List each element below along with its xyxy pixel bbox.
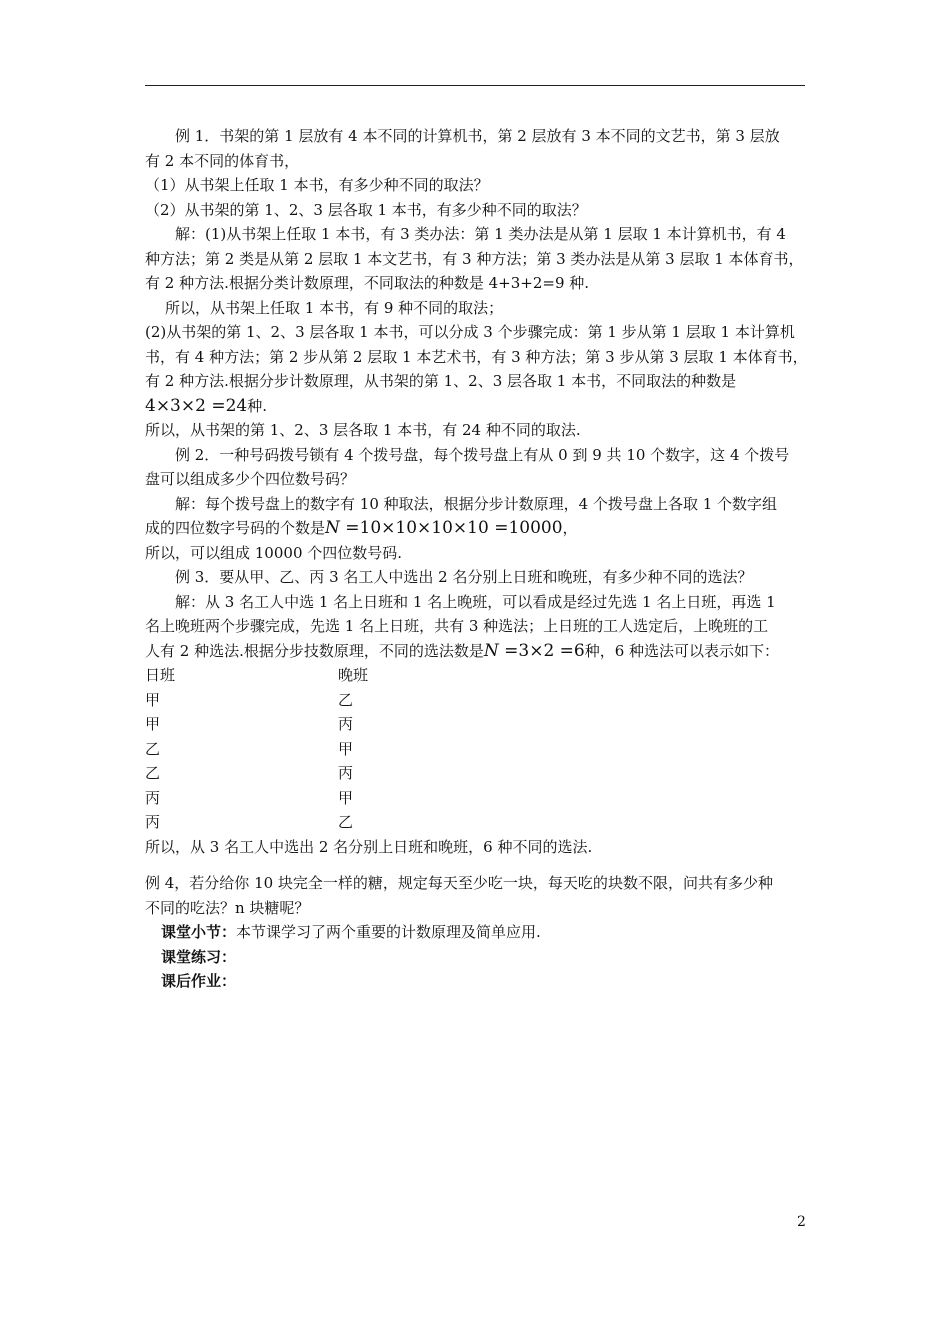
table-cell: 丙 xyxy=(338,764,354,782)
document-body xyxy=(145,124,810,994)
table-cell: 甲 xyxy=(338,739,354,758)
example3-heading: 例 3．要从甲、乙、丙 3 名工人中选出 2 名分别上日班和晚班，有多少种不同的选法？ xyxy=(175,568,753,586)
example3-conclusion: 所以，从 3 名工人中选出 2 名分别上日班和晚班，6 种不同的选法. xyxy=(145,837,593,856)
example3-formula: =3×2 =6 xyxy=(498,640,585,661)
homework-label: 课后作业： xyxy=(161,972,237,990)
table-cell: 乙 xyxy=(338,813,354,831)
example2-formula-var: N xyxy=(325,518,340,538)
example3-formula-suffix: 种，6 种选法可以表示如下： xyxy=(584,641,780,660)
example1-solution2-conclusion: 所以，从书架的第 1、2、3 层各取 1 本书，有 24 种不同的取法. xyxy=(145,421,581,439)
example1-solution1-line2: 种方法；第 2 类是从第 2 层取 1 本文艺书，有 3 种方法；第 3 类办法是从第 3 层取 1 本体育书， xyxy=(145,249,804,268)
example1-formula-suffix: 种. xyxy=(247,396,267,415)
table-cell: 甲 xyxy=(145,690,161,709)
class-practice-label: 课堂练习： xyxy=(161,947,237,966)
example1-formula: 4×3×2 =24 xyxy=(145,395,248,416)
example1-solution2-formula-line xyxy=(145,394,810,419)
example4-line1: 例 4，若分给你 10 块完全一样的糖，规定每天至少吃一块，每天吃的块数不限，问共有多少种 xyxy=(145,874,773,892)
example2-conclusion: 所以，可以组成 10000 个四位数号码. xyxy=(145,543,403,562)
example2-solution-line2 xyxy=(145,516,810,541)
table-cell: 丙 xyxy=(338,715,354,733)
table-cell: 甲 xyxy=(145,715,161,733)
table-cell: 丙 xyxy=(145,813,161,831)
example1-heading-line2: 有 2 本不同的体育书， xyxy=(145,151,300,170)
example1-solution1-line1: 解：(1)从书架上任取 1 本书，有 3 类办法：第 1 类办法是从第 1 层取 1 本计算机书，有 4 xyxy=(175,225,786,243)
example4-line2: 不同的吃法？n 块糖呢？ xyxy=(145,898,310,917)
example1-question2: （2）从书架的第 1、2、3 层各取 1 本书，有多少种不同的取法？ xyxy=(145,200,587,219)
table-cell: 丙 xyxy=(145,788,161,807)
shift-schedule-table xyxy=(145,663,810,835)
table-header-night: 晚班 xyxy=(338,666,369,684)
example3-solution-line3 xyxy=(145,639,810,664)
header-rule xyxy=(145,85,805,86)
example1-question1: （1）从书架上任取 1 本书，有多少种不同的取法？ xyxy=(145,176,489,194)
example3-solution-text: 人有 2 种选法.根据分步技数原理，不同的选法数是 xyxy=(145,641,484,660)
example3-solution-line2: 名上晚班两个步骤完成，先选 1 名上日班，共有 3 种选法；上日班的工人选定后，上晚班的工 xyxy=(145,617,769,635)
table-cell: 乙 xyxy=(338,690,354,709)
example2-formula-suffix: ， xyxy=(562,519,578,537)
example1-solution1-conclusion: 所以，从书架上任取 1 本书，有 9 种不同的取法； xyxy=(165,298,504,317)
table-header-day: 日班 xyxy=(145,666,176,684)
example3-solution-line1: 解：从 3 名工人中选 1 名上日班和 1 名上晚班，可以看成是经过先选 1 名上日班，再选 1 xyxy=(175,592,776,611)
page-number: 2 xyxy=(797,1214,806,1230)
class-summary xyxy=(145,920,810,945)
example1-solution2-line3: 有 2 种方法.根据分步计数原理，从书架的第 1、2、3 层各取 1 本书，不同取法的种数是 xyxy=(145,372,737,390)
example2-heading-line1: 例 2．一种号码拨号锁有 4 个拨号盘，每个拨号盘上有从 0 到 9 共 10 个数字，这 4 个拨号 xyxy=(175,445,790,464)
class-summary-text: 本节课学习了两个重要的计数原理及简单应用. xyxy=(236,923,541,941)
example2-solution-text: 成的四位数字号码的个数是 xyxy=(145,519,326,537)
table-cell: 乙 xyxy=(145,739,161,758)
example1-solution2-line1: (2)从书架的第 1、2、3 层各取 1 本书，可以分成 3 个步骤完成：第 1 步从第 1 层取 1 本计算机 xyxy=(145,323,795,341)
example2-heading-line2: 盘可以组成多少个四位数号码？ xyxy=(145,470,356,488)
table-cell: 甲 xyxy=(338,788,354,807)
example2-formula: =10×10×10×10 =10000 xyxy=(339,518,563,538)
class-summary-label: 课堂小节： xyxy=(161,923,237,941)
example1-heading-line1: 例 1．书架的第 1 层放有 4 本不同的计算机书，第 2 层放有 3 本不同的文艺书，第 3 层放 xyxy=(175,127,780,145)
example1-solution2-line2: 书，有 4 种方法；第 2 步从第 2 层取 1 本艺术书，有 3 种方法；第 3 步从第 3 层取 1 本体育书， xyxy=(145,347,808,366)
table-cell: 乙 xyxy=(145,764,161,782)
example3-formula-var: N xyxy=(483,640,499,661)
example1-solution1-line3: 有 2 种方法.根据分类计数原理，不同取法的种数是 4+3+2=9 种. xyxy=(145,274,590,292)
example2-solution-line1: 解：每个拨号盘上的数字有 10 种取法，根据分步计数原理，4 个拨号盘上各取 1 个数字组 xyxy=(175,494,778,513)
